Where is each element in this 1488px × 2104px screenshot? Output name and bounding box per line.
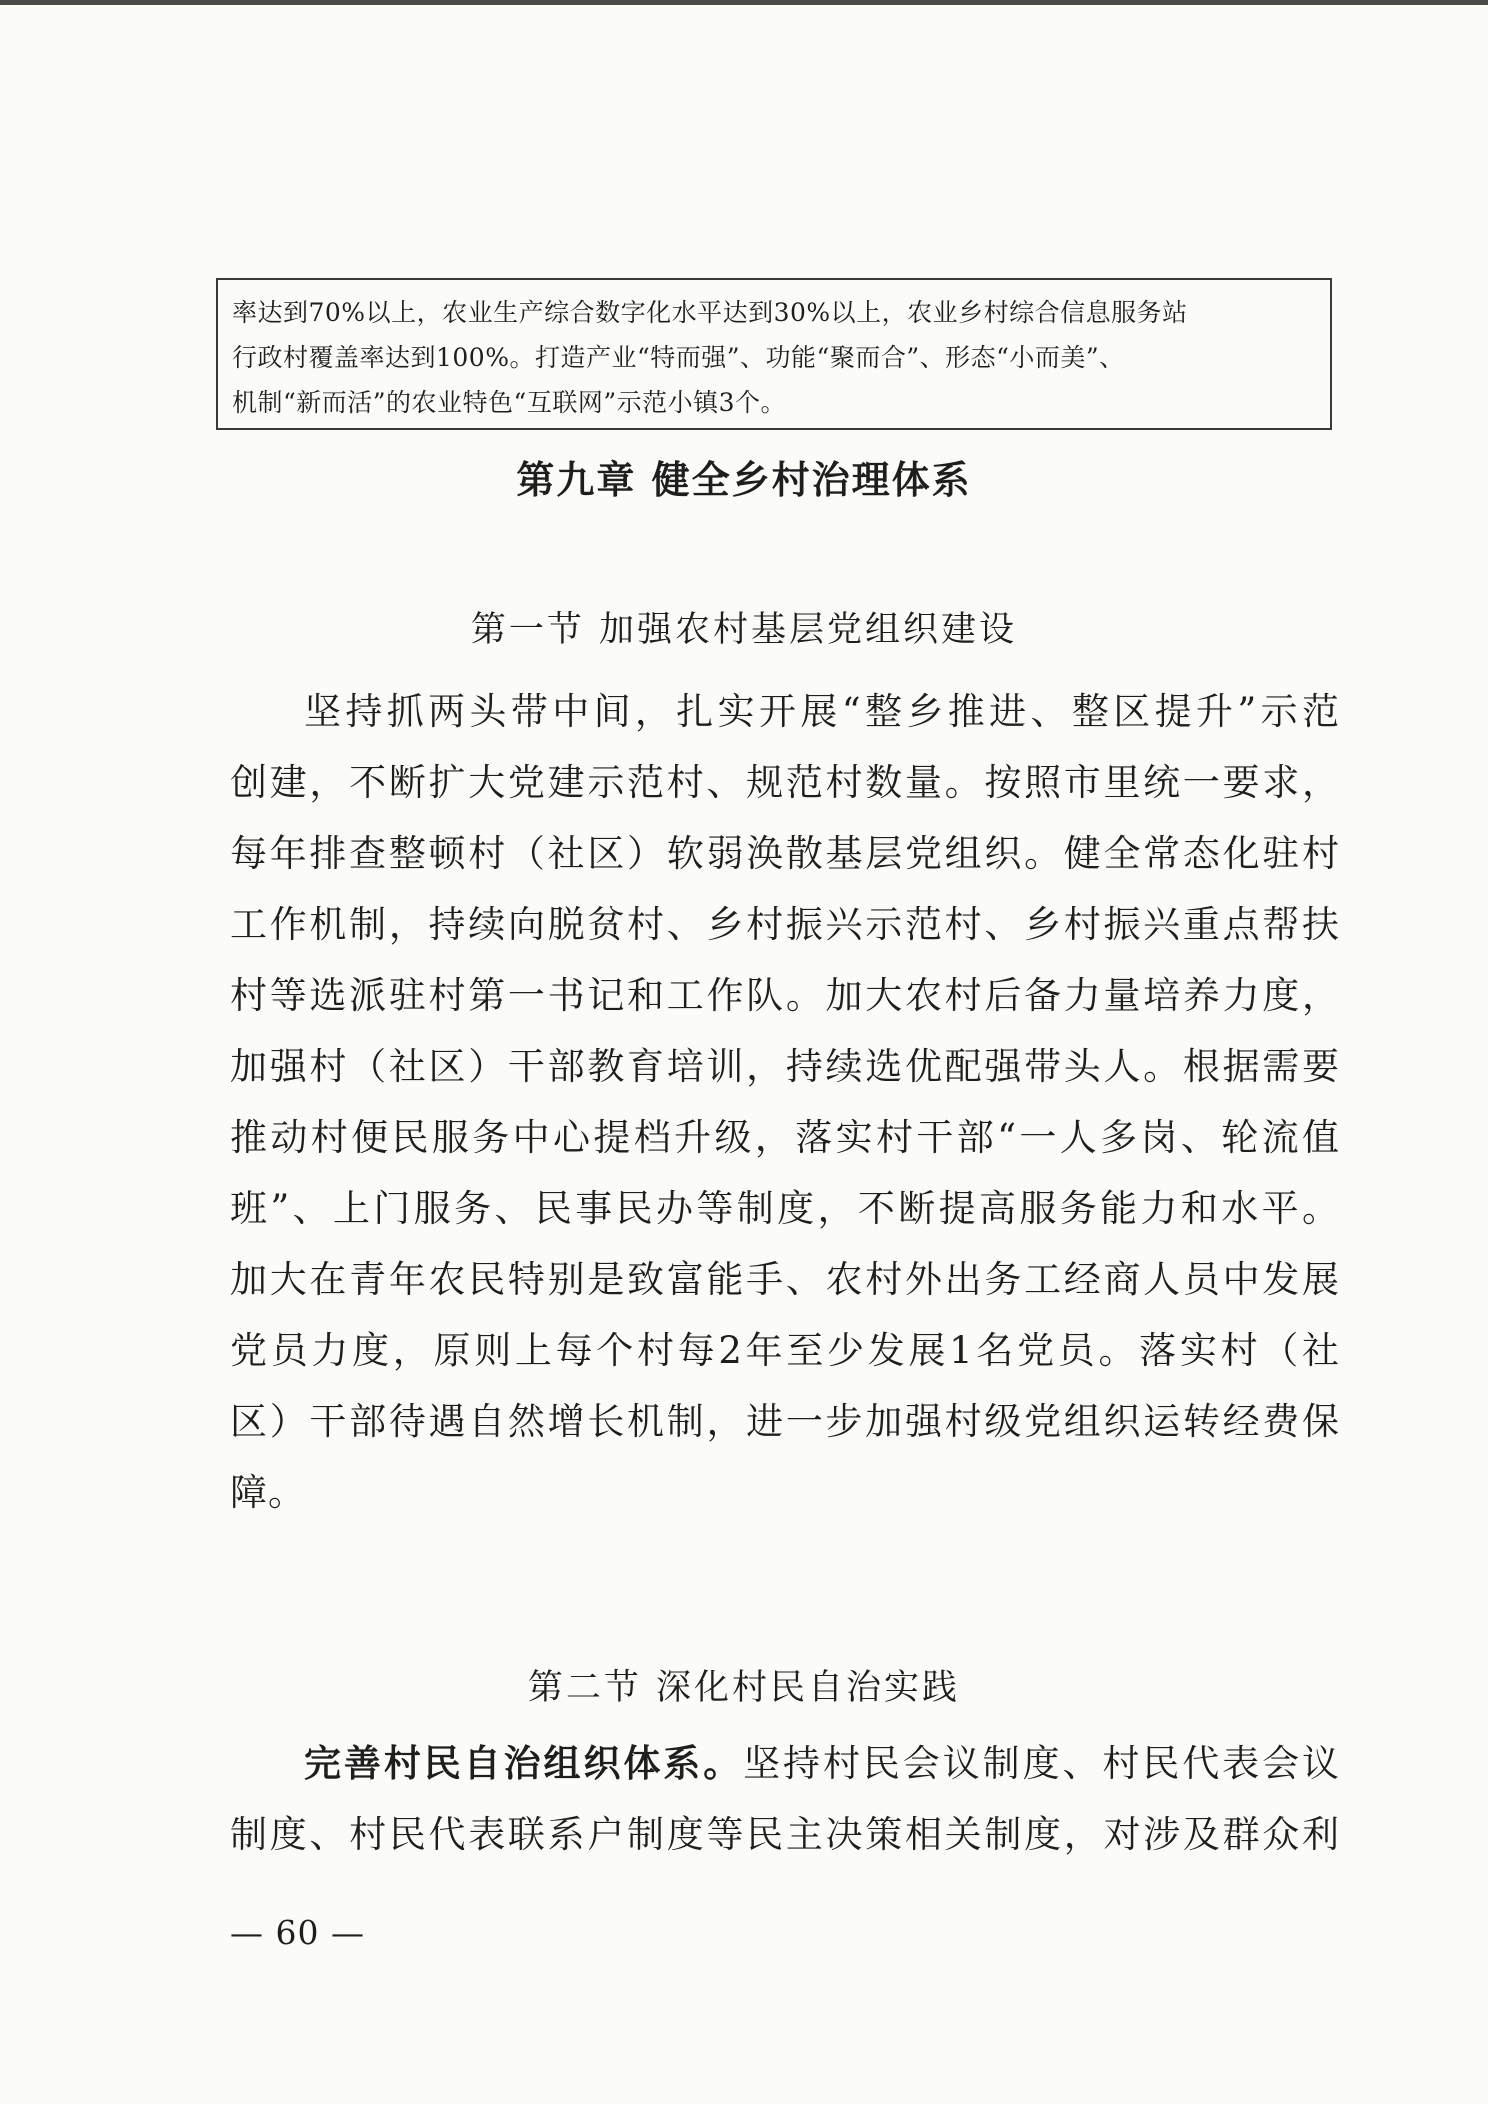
- paragraph-lead-heading: 完善村民自治组织体系。: [304, 1742, 744, 1785]
- paragraph-line: 党员力度，原则上每个村每2年至少发展1名党员。落实村（社: [230, 1329, 1340, 1372]
- scan-top-edge: [0, 0, 1488, 5]
- section-2-paragraph: [230, 1728, 1340, 1870]
- paragraph-line: 村等选派驻村第一书记和工作队。加大农村后备力量培养力度，: [230, 974, 1340, 1017]
- chapter-title: 第九章 健全乡村治理体系: [516, 458, 972, 502]
- paragraph-line: 创建，不断扩大党建示范村、规范村数量。按照市里统一要求，: [230, 761, 1340, 804]
- section-2-title: 第二节 深化村民自治实践: [527, 1668, 961, 1708]
- section-1-paragraph: [230, 676, 1340, 1528]
- paragraph-line: 每年排查整顿村（社区）软弱涣散基层党组织。健全常态化驻村: [230, 832, 1340, 875]
- bordered-textbox: [216, 278, 1332, 430]
- paragraph-line-text: 坚持村民会议制度、村民代表会议: [743, 1742, 1341, 1785]
- textbox-line: 行政村覆盖率达到100%。打造产业“特而强”、功能“聚而合”、形态“小而美”、: [232, 343, 1125, 372]
- textbox-line: 机制“新而活”的农业特色“互联网”示范小镇3个。: [232, 388, 787, 417]
- paragraph-line: 区）干部待遇自然增长机制，进一步加强村级党组织运转经费保: [230, 1400, 1340, 1443]
- section-1-title: 第一节 加强农村基层党组织建设: [470, 610, 1018, 650]
- paragraph-line: 班”、上门服务、民事民办等制度，不断提高服务能力和水平。: [230, 1187, 1340, 1230]
- paragraph-line: [230, 1728, 1340, 1799]
- paragraph-line: 障。: [230, 1471, 306, 1514]
- textbox-line: 率达到70%以上，农业生产综合数字化水平达到30%以上，农业乡村综合信息服务站: [232, 298, 1188, 327]
- page-number: — 60 —: [230, 1913, 365, 1952]
- paragraph-line: 工作机制，持续向脱贫村、乡村振兴示范村、乡村振兴重点帮扶: [230, 903, 1340, 946]
- paragraph-line: 坚持抓两头带中间，扎实开展“整乡推进、整区提升”示范: [304, 690, 1340, 733]
- paragraph-line: 加大在青年农民特别是致富能手、农村外出务工经商人员中发展: [230, 1258, 1340, 1301]
- paragraph-line: 推动村便民服务中心提档升级，落实村干部“一人多岗、轮流值: [230, 1116, 1340, 1159]
- paragraph-line: 加强村（社区）干部教育培训，持续选优配强带头人。根据需要: [230, 1045, 1340, 1088]
- paragraph-line: 制度、村民代表联系户制度等民主决策相关制度，对涉及群众利: [230, 1813, 1340, 1856]
